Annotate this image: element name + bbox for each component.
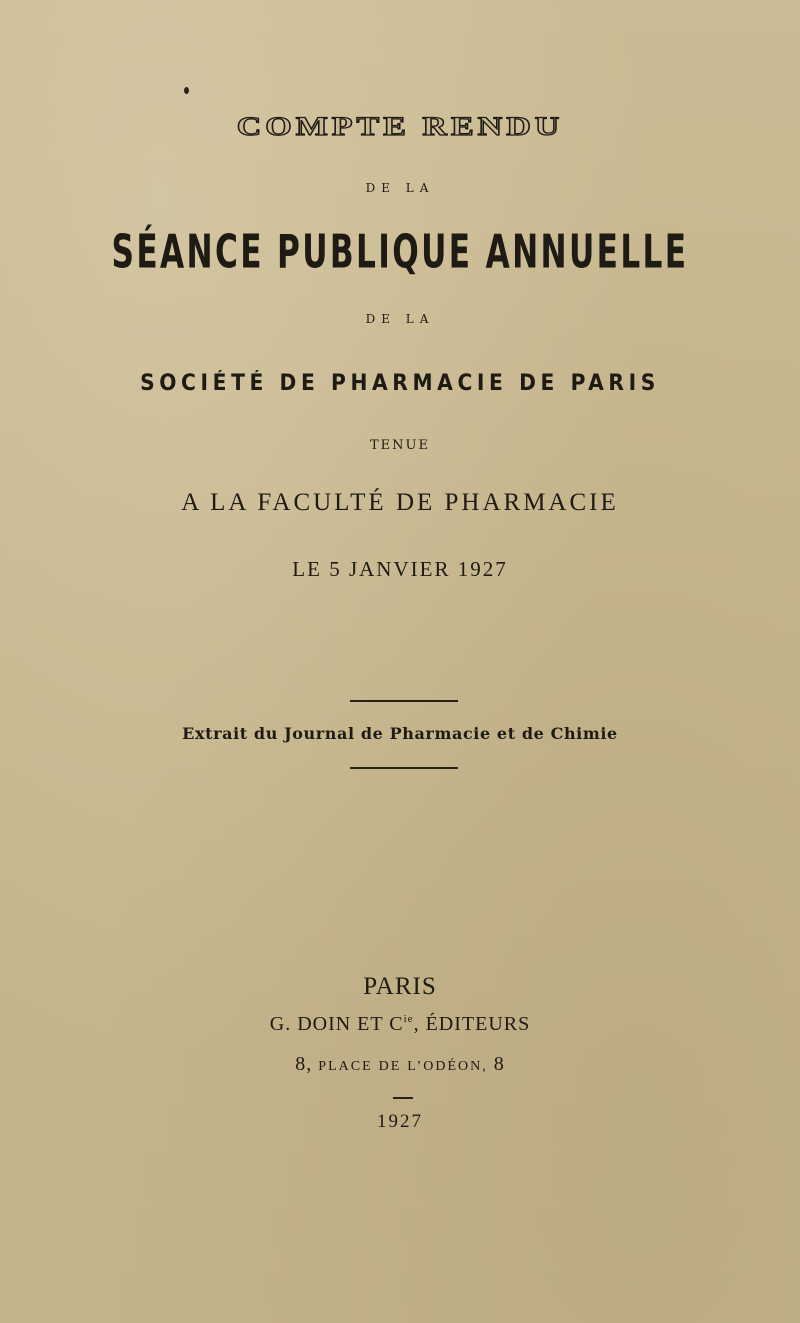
address-de: DE	[378, 1059, 402, 1074]
date-text: LE 5 JANVIER 1927	[292, 557, 508, 581]
society-name: SOCIÉTÉ DE PHARMACIE DE PARIS	[140, 371, 660, 396]
imprint-publisher	[0, 1013, 800, 1036]
de-la-text-2: DE LA	[365, 312, 435, 326]
imprint-year: 1927	[377, 1111, 423, 1132]
address-number-2: 8	[493, 1053, 505, 1075]
tenue-text: TENUE	[370, 438, 430, 453]
main-title: SÉANCE PUBLIQUE ANNUELLE	[111, 226, 689, 279]
ink-speck	[184, 87, 189, 94]
address-number-1: 8,	[295, 1053, 313, 1075]
divider-top	[350, 700, 458, 702]
publisher-name: G. DOIN ET C	[269, 1013, 404, 1035]
publisher-role: , ÉDITEURS	[413, 1013, 531, 1035]
address-place: PLACE	[318, 1059, 373, 1074]
address-street: L’ODÉON,	[407, 1059, 488, 1074]
imprint-city: PARIS	[363, 973, 437, 1000]
heading-compte-rendu: COMPTE RENDU	[236, 112, 564, 142]
imprint-address	[0, 1053, 800, 1076]
extract-note: Extrait du Journal de Pharmacie et de Chimie	[182, 724, 618, 743]
divider-bottom	[350, 767, 458, 769]
de-la-text-1: DE LA	[365, 181, 435, 195]
publisher-superscript: ie	[403, 1013, 414, 1025]
location-text: A LA FACULTÉ DE PHARMACIE	[181, 489, 619, 516]
short-rule	[393, 1097, 413, 1099]
